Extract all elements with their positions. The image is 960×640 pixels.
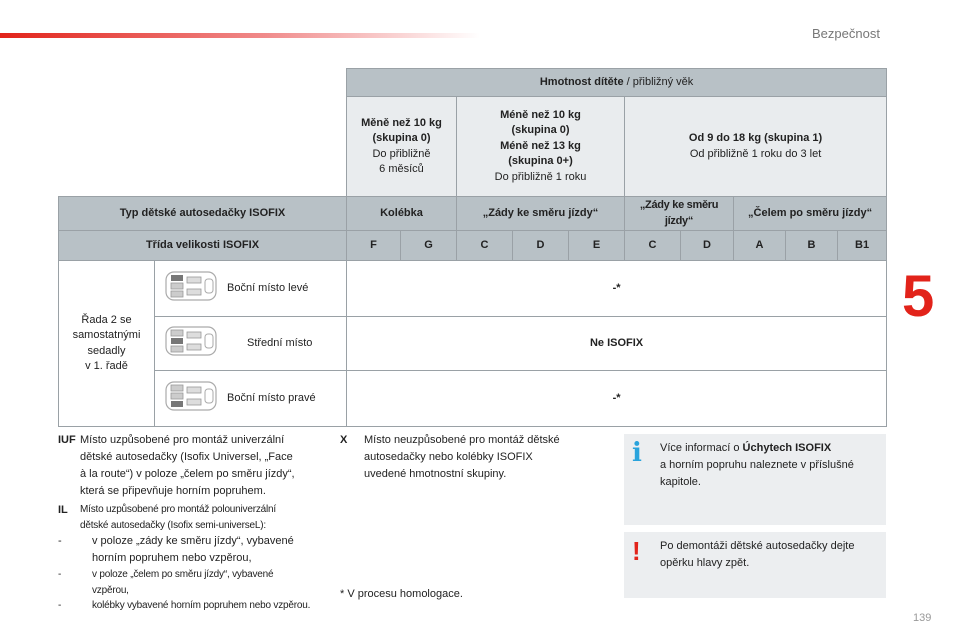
size-class-label: Třída velikosti ISOFIX bbox=[59, 231, 347, 261]
legend-key-x: X bbox=[340, 434, 348, 446]
legend-x bbox=[340, 432, 610, 483]
seat-type-2: „Zády ke směru jízdy“ bbox=[625, 197, 734, 231]
weight-group-2 bbox=[625, 97, 887, 197]
weight-group-line: (skupina 0+) bbox=[508, 155, 573, 168]
size-class-3: D bbox=[513, 231, 569, 261]
list-dash: - bbox=[58, 600, 62, 612]
list-dash: - bbox=[58, 569, 62, 581]
size-class-2: C bbox=[457, 231, 513, 261]
table-corner-blank-2 bbox=[59, 97, 347, 197]
seat-position-label: Boční místo levé bbox=[227, 281, 309, 294]
size-class-4: E bbox=[569, 231, 625, 261]
legend-x-text bbox=[364, 432, 610, 483]
car-seat-right-icon bbox=[165, 381, 217, 416]
info-line: kapitole. bbox=[660, 476, 701, 489]
legend-key-iuf: IUF bbox=[58, 434, 76, 446]
legend-line: vzpěrou, bbox=[92, 584, 129, 596]
weight-group-0 bbox=[347, 97, 457, 197]
section-title: Bezpečnost bbox=[812, 26, 880, 41]
legend-line: horním popruhem nebo vzpěrou, bbox=[92, 552, 252, 565]
page-number: 139 bbox=[913, 612, 932, 624]
footnote: * V procesu homologace. bbox=[340, 588, 463, 600]
list-dash: - bbox=[58, 535, 62, 547]
legend-line: dětské autosedačky (Isofix semi-universeL): bbox=[80, 519, 266, 531]
size-class-9: B1 bbox=[838, 231, 887, 261]
legend-list-item bbox=[58, 567, 328, 598]
weight-group-line: Méně než 10 kg bbox=[500, 109, 581, 122]
weight-group-line: Od přibližně 1 roku do 3 let bbox=[689, 147, 822, 160]
warning-text bbox=[660, 538, 880, 572]
legend-line: Místo neuzpůsobené pro montáž dětské bbox=[364, 434, 560, 446]
info-icon: i bbox=[632, 438, 642, 468]
info-line: a horním popruhu naleznete v příslušné bbox=[660, 459, 854, 472]
weight-group-1 bbox=[457, 97, 625, 197]
weight-group-line: Do přibližně 1 roku bbox=[494, 170, 587, 183]
legend-line: v poloze „zády ke směru jízdy“, vybavené bbox=[92, 535, 294, 547]
row-group-line: Řada 2 se bbox=[81, 313, 132, 326]
legend-line: uvedené hmotnostní skupiny. bbox=[364, 468, 507, 481]
weight-group-line: Od 9 do 18 kg (skupina 1) bbox=[688, 132, 823, 145]
warning-line: Po demontáži dětské autosedačky dejte bbox=[660, 540, 855, 552]
info-box bbox=[624, 434, 886, 525]
size-class-6: D bbox=[681, 231, 734, 261]
header-accent-bar bbox=[0, 33, 480, 38]
table-corner-blank bbox=[59, 69, 347, 97]
legend-line: autosedačky nebo kolébky ISOFIX bbox=[364, 451, 533, 464]
weight-header-subtitle: / přibližný věk bbox=[623, 75, 694, 88]
row-group-label bbox=[59, 261, 155, 427]
seat-type-1: „Zády ke směru jízdy“ bbox=[457, 197, 625, 231]
isofix-table bbox=[58, 68, 887, 427]
size-class-8: B bbox=[786, 231, 838, 261]
legend-line: dětské autosedačky (Isofix Universel, „Face bbox=[80, 451, 293, 464]
legend-key-il: IL bbox=[58, 504, 68, 516]
weight-group-line: (skupina 0) bbox=[372, 132, 431, 145]
warning-line: opěrku hlavy zpět. bbox=[660, 557, 750, 570]
seat-value-center: Ne ISOFIX bbox=[347, 317, 887, 371]
legend-line: v poloze „čelem po směru jízdy“, vybavené bbox=[92, 569, 274, 581]
weight-group-line: Do přibližně bbox=[372, 147, 431, 160]
seat-position-center bbox=[155, 317, 347, 371]
warning-icon: ! bbox=[632, 536, 641, 566]
car-seat-center-icon bbox=[165, 326, 217, 361]
car-seat-left-icon bbox=[165, 271, 217, 306]
legend-line: Místo uzpůsobené pro montáž univerzální bbox=[80, 434, 285, 446]
seat-position-left bbox=[155, 261, 347, 317]
weight-header-title: Hmotnost dítěte bbox=[539, 75, 624, 88]
seat-type-label: Typ dětské autosedačky ISOFIX bbox=[59, 197, 347, 231]
legend-line: kolébky vybavené horním popruhem nebo vzpěrou. bbox=[92, 600, 311, 612]
weight-group-line: Měně než 10 kg bbox=[361, 116, 442, 129]
info-prefix: Více informací o bbox=[660, 442, 743, 454]
row-group-line: samostatnými bbox=[72, 329, 141, 342]
weight-group-line: (skupina 0) bbox=[511, 124, 570, 137]
row-group-line: v 1. řadě bbox=[85, 359, 128, 372]
seat-value-right: -* bbox=[347, 371, 887, 427]
seat-type-0: Kolébka bbox=[347, 197, 457, 231]
weight-header bbox=[347, 69, 887, 97]
chapter-number: 5 bbox=[902, 264, 935, 329]
size-class-7: A bbox=[734, 231, 786, 261]
legend-list-item bbox=[58, 598, 328, 614]
seat-value-left: -* bbox=[347, 261, 887, 317]
info-bold: Úchytech ISOFIX bbox=[742, 442, 832, 454]
legend-list-item bbox=[58, 533, 328, 567]
legend-line: Místo uzpůsobené pro montáž polouniverzální bbox=[80, 504, 276, 515]
row-group-line: sedadly bbox=[87, 344, 126, 357]
size-class-1: G bbox=[401, 231, 457, 261]
seat-position-right bbox=[155, 371, 347, 427]
seat-type-3: „Čelem po směru jízdy“ bbox=[734, 197, 887, 231]
legend-line: která se připevňuje horním popruhem. bbox=[80, 485, 266, 498]
legend-line: à la route“) v poloze „čelem po směru jízdy“, bbox=[80, 468, 295, 481]
legend-iuf-text bbox=[80, 432, 328, 500]
seat-position-label: Boční místo pravé bbox=[227, 391, 316, 404]
size-class-5: C bbox=[625, 231, 681, 261]
legend-iuf bbox=[58, 432, 328, 500]
seat-position-label: Střední místo bbox=[247, 336, 313, 349]
legend-il bbox=[58, 502, 328, 614]
weight-group-line: 6 měsíců bbox=[379, 162, 424, 175]
weight-group-line: Méně než 13 kg bbox=[500, 139, 581, 152]
warning-box bbox=[624, 532, 886, 598]
info-text bbox=[660, 440, 880, 491]
size-class-0: F bbox=[347, 231, 401, 261]
